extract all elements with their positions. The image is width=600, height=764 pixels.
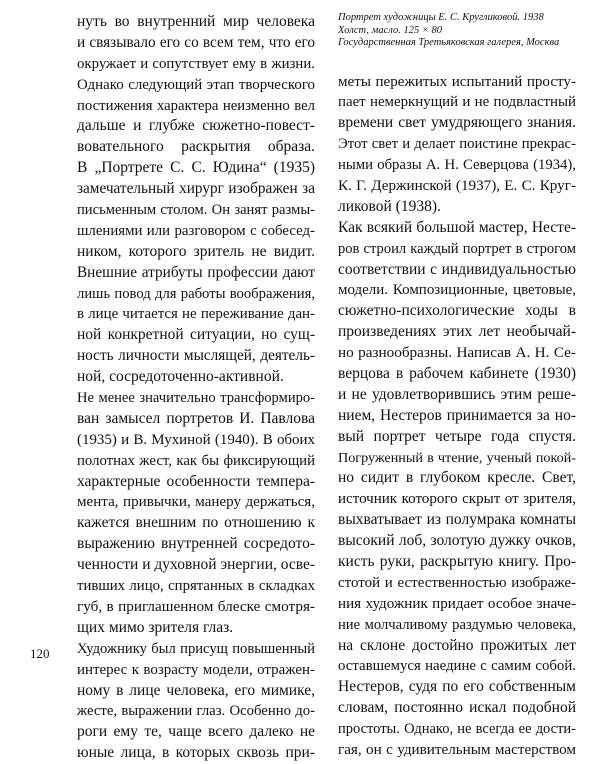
text-line: Этот свет и делает поистине прекрас- — [338, 136, 576, 153]
text-line: стотой и естественностью изображе- — [338, 574, 576, 591]
text-line: Как всякий большой мастер, Несте- — [338, 218, 576, 236]
left-column — [77, 12, 315, 764]
text-line: щих мимо зрителя глаз. — [77, 618, 234, 636]
text-line: роги ему те, чаще всего далеко не — [77, 723, 315, 741]
illustration-caption — [338, 12, 576, 50]
text-line: источник которого скрыт от зрителя, — [338, 491, 576, 508]
text-line: Внешние атрибуты профессии дают — [77, 263, 315, 281]
text-line: вовательного раскрытия образа. — [77, 138, 315, 156]
text-line: мента, привычки, манеру держаться, — [77, 494, 315, 511]
text-line: дальше и глубже сюжетно-повест- — [77, 117, 315, 135]
text-line: юные лица, в которых сквозь при- — [77, 744, 315, 762]
text-line: характерные особенности темпера- — [77, 472, 315, 490]
text-line: Погруженный в чтение, ученый покой- — [338, 449, 576, 466]
text-line: кисть руки, раскрытую книгу. Про- — [338, 552, 576, 570]
text-line: ность личности мыслящей, деятель- — [77, 347, 315, 365]
text-line: интерес к возрасту модели, отражен- — [77, 661, 315, 678]
text-line: выражению внутренней сосредото- — [77, 535, 315, 553]
text-line: на склоне достойно прожитых лет — [338, 636, 576, 654]
text-line: К. Г. Держинской (1937), Е. С. Круг- — [338, 176, 576, 194]
text-line: ров строил каждый портрет в строгом — [338, 240, 576, 257]
text-line: лишь повод для работы воображения, — [77, 285, 315, 302]
text-line: простоты. Однако, не всегда ее дости- — [338, 721, 576, 738]
text-line: тивших лицо, спрятанных в складках — [77, 578, 315, 595]
text-line: ником, которого зритель не видит. — [77, 242, 315, 260]
text-line: В „Портрете С. С. Юдина“ (1935) — [77, 159, 315, 177]
text-line: жесте, выражении глаз. Особенно до- — [77, 703, 315, 720]
text-line: сюжетно-психологические ходы в — [338, 302, 576, 320]
text-line: и не удовлетворившись этим реше- — [338, 385, 576, 403]
text-line: модели. Композиционные, цветовые, — [338, 282, 576, 299]
text-line: гая, он с удивительным мастерством — [338, 741, 576, 758]
caption-line: Государственная Третьяковская галерея, Москва — [338, 37, 560, 48]
text-line: ной конкретной ситуации, но сущ- — [77, 326, 315, 344]
text-line: оставшемуся наедине с самим собой. — [338, 658, 576, 675]
text-line: ному в лице человека, его мимике, — [77, 681, 315, 699]
text-line: вый портрет четыре года спустя. — [338, 427, 576, 445]
text-line: пает немеркнущий и не подвластный — [338, 94, 576, 111]
text-line: высокий лоб, золотую дужку очков, — [338, 532, 576, 550]
text-line: ченности и духовной энергии, осве- — [77, 556, 316, 574]
text-line: письменным столом. Он занят размы- — [77, 202, 315, 219]
caption-spacer — [338, 50, 576, 72]
text-line: ние молчаливому раздумью человека, — [338, 616, 576, 633]
right-column — [338, 12, 576, 761]
text-line: времени свет умудряющего знания. — [338, 114, 576, 132]
text-line: губ, в приглашенном блеске смотря- — [77, 597, 315, 615]
text-line: словам, постоянно искал подобной — [338, 699, 576, 717]
text-line: в лице читается не переживание дан- — [77, 306, 315, 323]
text-line: и связывало его со всем тем, что его — [77, 33, 315, 51]
text-line: шлениями или разговором с собесед- — [77, 222, 315, 239]
text-line: выхватывает из полумрака комнаты — [338, 511, 576, 529]
text-line: меты пережитых испытаний просту- — [338, 73, 576, 90]
text-line: замечательный хирург изображен за — [77, 180, 315, 198]
text-line: ными образы А. Н. Северцова (1934), — [338, 157, 576, 174]
text-line: Не менее значительно трансформиро- — [77, 390, 315, 407]
caption-line: Портрет художницы Е. С. Кругликовой. 1938 — [338, 12, 544, 23]
text-line: (1935) и В. Мухиной (1940). В обоих — [77, 431, 315, 448]
text-line: окружает и сопутствует ему в жизни. — [77, 55, 315, 72]
text-line: Нестеров, судя по его собственным — [338, 678, 576, 696]
text-line: Художнику был присущ повышенный — [77, 640, 315, 657]
text-line: Однако следующий этап творческого — [77, 76, 315, 93]
page-number: 120 — [30, 646, 50, 661]
text-line: соответствии с индивидуальностью — [338, 260, 576, 278]
text-line: нуть во внутренний мир человека — [77, 13, 315, 30]
text-line: но сидит в глубоком кресле. Свет, — [338, 469, 576, 487]
text-line: ликовой (1938). — [338, 197, 441, 215]
text-line: верцова в рабочем кабинете (1930) — [338, 364, 576, 382]
text-line: постижения характера неизменно вел — [77, 97, 315, 114]
text-line: ния художник придает особое значе- — [338, 595, 576, 612]
caption-line: Холст, масло. 125 × 80 — [338, 24, 443, 36]
text-line: нием, Нестеров принимается за но- — [338, 406, 576, 424]
text-line: ван замысел портретов И. Павлова — [77, 409, 315, 427]
text-line: ной, сосредоточенно-активной. — [77, 368, 284, 386]
text-line: кажется внешним по отношению к — [77, 514, 315, 532]
text-line: но разнообразны. Написав А. Н. Се- — [338, 344, 576, 362]
text-line: полотнах жест, как бы фиксирующий — [77, 452, 315, 469]
text-line: произведениях этих лет необычай- — [338, 323, 576, 341]
